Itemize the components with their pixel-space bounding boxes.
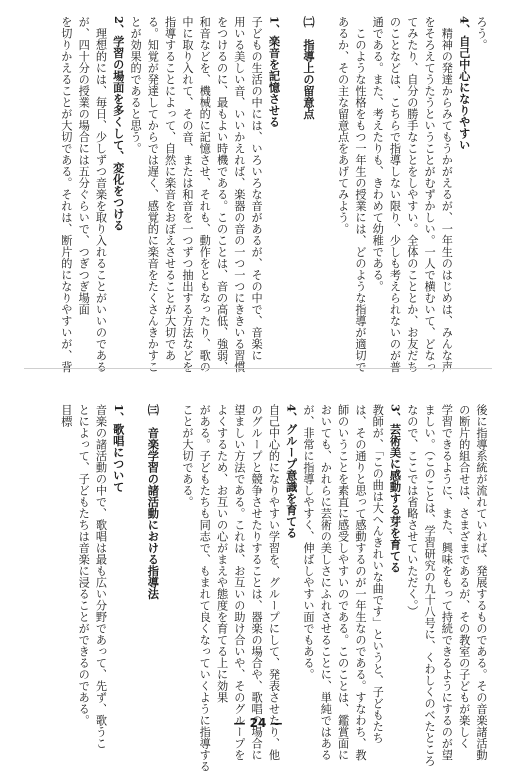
text-column: 理想的には、毎日、少しずつ音楽を取り入れることがいいのである — [94, 16, 108, 373]
text-column: 2、学習の場面を多くして、変化をつける — [111, 16, 126, 232]
text-column: とによって、子どもたちは音楽に浸ることができるのである。 — [77, 404, 91, 726]
text-column: このような性格をもつ一年生の授業には、どのような指導が適切で — [353, 16, 367, 373]
text-column: 通である。また、考えたりも、きわめて幼稚である。 — [371, 16, 385, 292]
text-column: てみたり、自分の勝手なことをしやすい。全体のこととか、お友だち — [405, 16, 419, 373]
text-column: 和音などを、機械的に記憶させ、それも、動作をともなったり、歌の — [198, 16, 212, 373]
text-column: のグループと競争させたりすることは、器楽の場合や、歌唱の場合に — [250, 404, 264, 761]
text-column: 4、自己中心になりやすい — [457, 16, 472, 151]
text-column — [161, 404, 178, 708]
text-column — [127, 404, 144, 708]
text-column: 1、楽音を記憶させる — [267, 16, 282, 128]
text-column: 音楽の諸活動の中で、歌唱は最も広い分野であって、先ず、歌うこ — [94, 404, 108, 749]
text-column: 1、歌唱について — [111, 404, 126, 493]
text-column: ㈢ 音楽学習の諸活動における指導法 — [146, 404, 161, 600]
text-column: 指導することによって、自然に楽音をおぼえさせることが大切であ — [163, 16, 177, 361]
text-column: ましい。（このことは、学習研究の九十八号に、くわしくのべたところ — [423, 404, 437, 767]
text-column: 目標 — [59, 404, 73, 427]
text-column: のことなどは、こちらで指導しない限り、少しも考えられないのが普 — [388, 16, 402, 373]
text-column: の断片的組合せは、さまざまであるが、その教室の子どもが楽しく — [457, 404, 471, 749]
text-column: 教師が、「この曲は大へんきれいな曲です」というと、子どもたち — [371, 404, 385, 744]
text-column: よくするため、お互いの心がまえや態度を育てる上に効果 — [215, 404, 229, 703]
text-column: がある。子どもたちも同志で、もまれて良くなっていくように指導する — [198, 404, 212, 772]
text-column: 学習できるように、また、興味をもって持続できるようにするのが望 — [440, 404, 454, 761]
text-column: 自己中心的になりやすい学習を、グループにして、発表させたり、他 — [267, 404, 281, 761]
text-column: を切りかえることが大切である。それは、断片的になりやすいが、背 — [59, 16, 73, 373]
page-number: — 24 — — [233, 716, 283, 730]
text-column: が、非常に指導しやすく、伸ばしやすい面でもある。 — [302, 404, 316, 680]
text-column: をそろえてうたうということがむずかしい。一人で横むいて、どなっ — [423, 16, 437, 373]
text-column: ろう。 — [475, 16, 488, 51]
text-column: 用いる美しい音、いいかえれば、楽器の音の一つ一つにききいる習慣 — [232, 16, 246, 373]
text-column: ことが大切である。 — [180, 404, 194, 508]
text-column: 子どもの生活の中には、いろいろな音があるが、その中で、音楽に — [250, 16, 264, 361]
text-column: 望ましい方法である。これは、お互いの助け合いや、そのグループを — [232, 404, 246, 761]
section-divider — [24, 368, 492, 369]
text-column: ㈡ 指導上の留意点 — [302, 16, 317, 120]
text-column: 中に取り入れて、その音、または和音を一つずつ抽出する方法などを — [180, 16, 194, 373]
text-column: は、その通りと思って感動するのが一年生なのである。すなわち、教 — [353, 404, 367, 761]
upper-text-block — [58, 16, 490, 373]
text-column: なので、ここでは省略させていただく。） — [405, 404, 419, 617]
text-column — [282, 16, 299, 334]
text-column: あるか、その主な留意点をあげてみよう。 — [336, 16, 350, 235]
text-column: が、四十分の授業の場合には五分ぐらいで、つぎつぎ場面 — [77, 16, 91, 315]
text-column: 後に指導系統が流れていれば、発展するものである。その音楽諸活動 — [475, 404, 488, 761]
text-column: 精神の発達からみてもうかがえるが、一年生のはじめは、みんな声 — [440, 16, 454, 373]
text-column: る。知覚が発達してからでは遅く、感覚的に楽音をたくさんきかすこ — [146, 16, 160, 373]
text-column: をつけるのに、最もよい時機である。このことは、音の高低、強弱、 — [215, 16, 229, 373]
text-column: とが効果的であると思う。 — [129, 16, 143, 154]
text-column: 3、芸術美に感動する芽を育てる — [388, 404, 403, 574]
text-column: 4、グループ意識を育てる — [284, 404, 299, 539]
text-column — [317, 16, 334, 334]
text-column: おいても、かれらに芸術の美しさにふれさせることに、単純ではある — [319, 404, 333, 761]
text-column: 師のいうことを素直に感受しやすいのである。このことは、鑑賞面に — [336, 404, 350, 761]
